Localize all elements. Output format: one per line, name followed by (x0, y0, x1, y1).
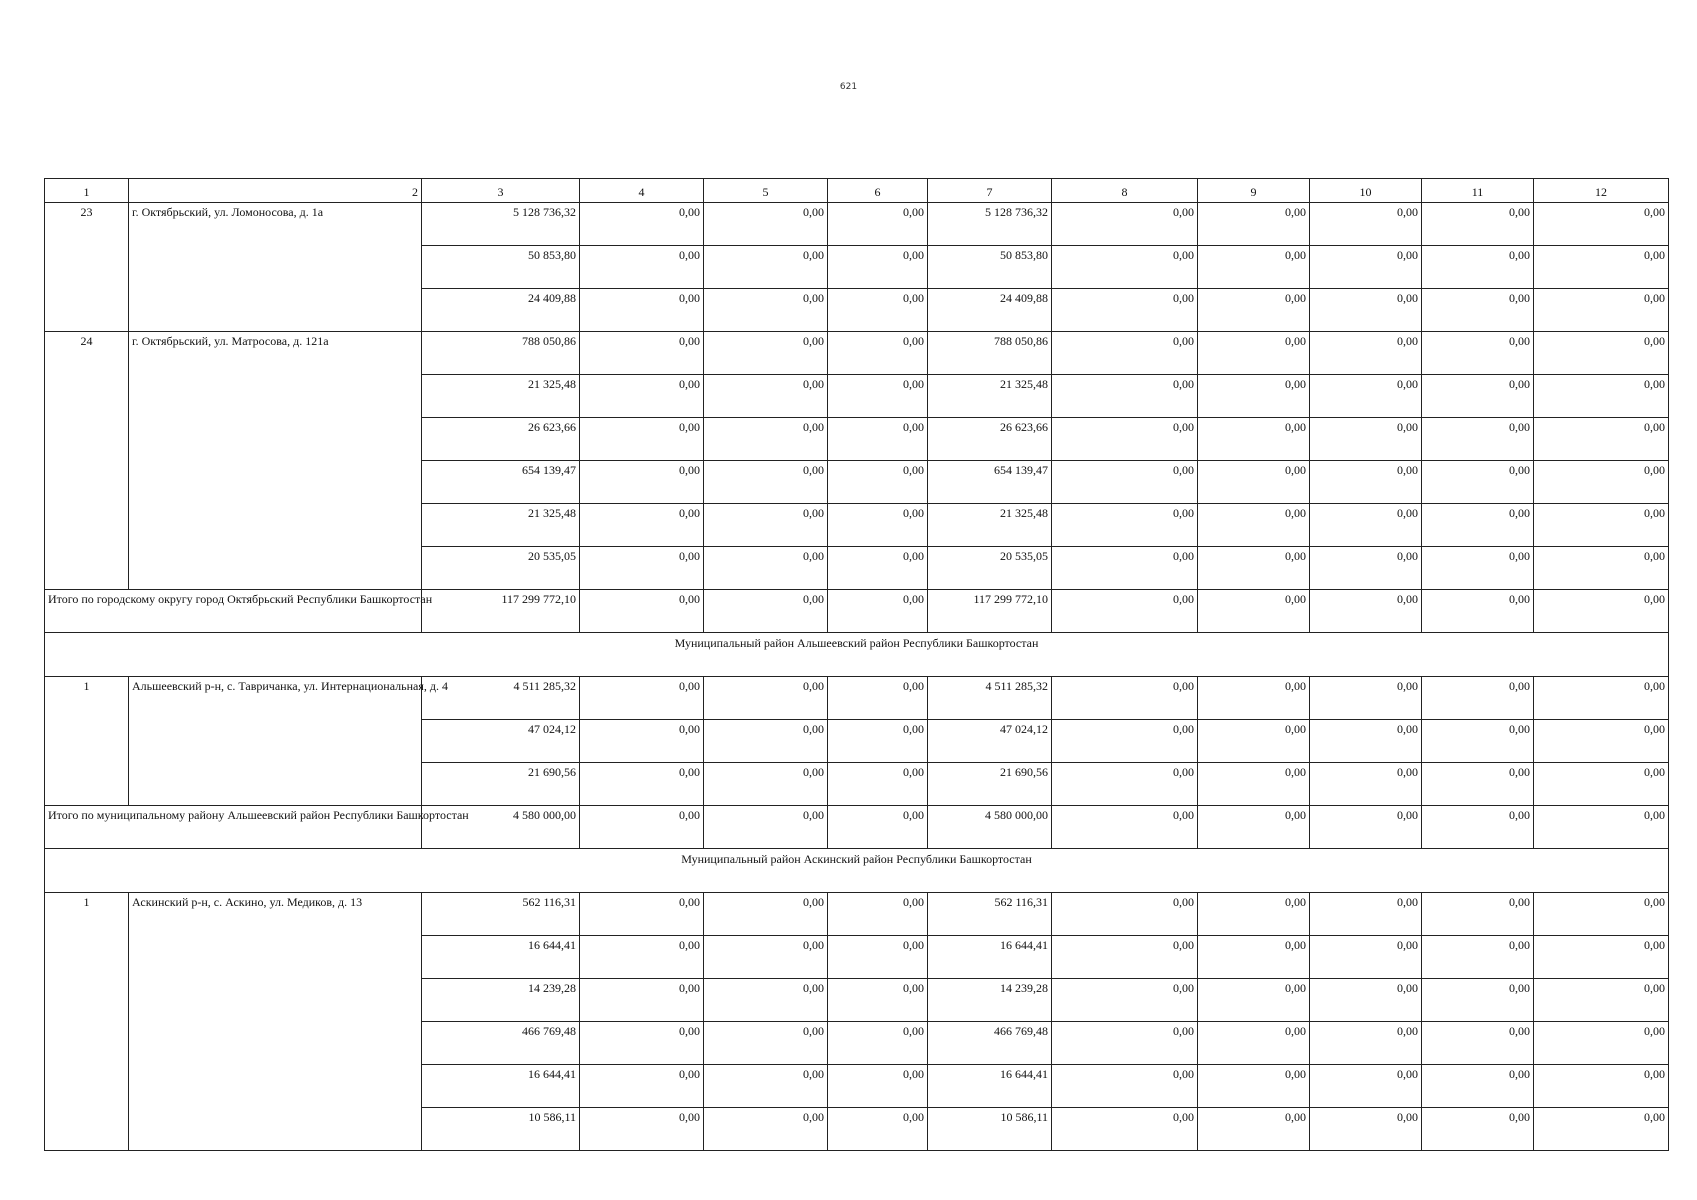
amount-cell: 14 239,28 (928, 979, 1052, 1022)
amount-cell: 0,00 (1198, 289, 1310, 332)
total-row (45, 590, 1669, 633)
column-header: 10 (1310, 179, 1422, 203)
amount-cell: 0,00 (1198, 332, 1310, 375)
amount-cell: 0,00 (580, 504, 704, 547)
amount-cell: 654 139,47 (422, 461, 580, 504)
amount-cell: 0,00 (828, 203, 928, 246)
amount-cell: 0,00 (1422, 375, 1534, 418)
amount-cell: 0,00 (1052, 893, 1198, 936)
table-row (45, 893, 1669, 936)
amount-cell: 0,00 (1198, 979, 1310, 1022)
amount-cell: 0,00 (1534, 720, 1669, 763)
amount-cell: 0,00 (828, 720, 928, 763)
amount-cell: 0,00 (580, 289, 704, 332)
amount-cell: 0,00 (580, 203, 704, 246)
column-header: 5 (704, 179, 828, 203)
amount-cell: 0,00 (1310, 504, 1422, 547)
amount-cell: 0,00 (1422, 936, 1534, 979)
amount-cell: 0,00 (828, 1065, 928, 1108)
amount-cell: 16 644,41 (422, 1065, 580, 1108)
total-amount-cell: 0,00 (1198, 806, 1310, 849)
amount-cell: 0,00 (1198, 936, 1310, 979)
column-header: 4 (580, 179, 704, 203)
column-header: 11 (1422, 179, 1534, 203)
amount-cell: 0,00 (1198, 203, 1310, 246)
section-title: Муниципальный район Альшеевский район Республики Башкортостан (45, 633, 1669, 677)
column-header: 9 (1198, 179, 1310, 203)
amount-cell: 0,00 (1422, 1065, 1534, 1108)
column-header: 2 (129, 179, 422, 203)
object-address: Альшеевский р-н, с. Тавричанка, ул. Интернациональная, д. 4 (129, 677, 422, 806)
amount-cell: 0,00 (1422, 461, 1534, 504)
column-header: 6 (828, 179, 928, 203)
amount-cell: 0,00 (828, 246, 928, 289)
column-header: 7 (928, 179, 1052, 203)
amount-cell: 14 239,28 (422, 979, 580, 1022)
amount-cell: 16 644,41 (422, 936, 580, 979)
amount-cell: 0,00 (1310, 547, 1422, 590)
amount-cell: 0,00 (828, 504, 928, 547)
amount-cell: 0,00 (704, 720, 828, 763)
amount-cell: 0,00 (1198, 547, 1310, 590)
amount-cell: 0,00 (580, 332, 704, 375)
amount-cell: 0,00 (1534, 504, 1669, 547)
amount-cell: 654 139,47 (928, 461, 1052, 504)
total-amount-cell: 0,00 (1310, 806, 1422, 849)
amount-cell: 0,00 (1198, 246, 1310, 289)
amount-cell: 5 128 736,32 (928, 203, 1052, 246)
amount-cell: 0,00 (704, 677, 828, 720)
total-label: Итого по муниципальному району Альшеевский район Республики Башкортостан (45, 806, 422, 849)
amount-cell: 0,00 (1310, 893, 1422, 936)
amount-cell: 0,00 (1534, 246, 1669, 289)
amount-cell: 0,00 (1310, 332, 1422, 375)
amount-cell: 0,00 (1198, 893, 1310, 936)
amount-cell: 0,00 (1310, 979, 1422, 1022)
amount-cell: 0,00 (1052, 720, 1198, 763)
amount-cell: 0,00 (1052, 332, 1198, 375)
amount-cell: 0,00 (580, 763, 704, 806)
amount-cell: 0,00 (1052, 461, 1198, 504)
column-header: 12 (1534, 179, 1669, 203)
amount-cell: 4 511 285,32 (422, 677, 580, 720)
amount-cell: 0,00 (1052, 1022, 1198, 1065)
amount-cell: 0,00 (704, 547, 828, 590)
total-amount-cell: 0,00 (828, 806, 928, 849)
amount-cell: 0,00 (1198, 763, 1310, 806)
total-amount-cell: 0,00 (704, 590, 828, 633)
total-amount-cell: 0,00 (1052, 806, 1198, 849)
amount-cell: 21 325,48 (422, 504, 580, 547)
amount-cell: 0,00 (1534, 203, 1669, 246)
amount-cell: 0,00 (580, 1108, 704, 1151)
amount-cell: 0,00 (1534, 936, 1669, 979)
total-amount-cell: 0,00 (580, 590, 704, 633)
amount-cell: 21 325,48 (422, 375, 580, 418)
amount-cell: 0,00 (1534, 1108, 1669, 1151)
amount-cell: 0,00 (704, 418, 828, 461)
amount-cell: 0,00 (1422, 720, 1534, 763)
amount-cell: 0,00 (828, 677, 928, 720)
amount-cell: 0,00 (1310, 1022, 1422, 1065)
object-index: 23 (45, 203, 129, 332)
total-amount-cell: 0,00 (1310, 590, 1422, 633)
amount-cell: 0,00 (1422, 203, 1534, 246)
amount-cell: 0,00 (704, 1108, 828, 1151)
object-index: 1 (45, 677, 129, 806)
total-amount-cell: 0,00 (1534, 806, 1669, 849)
amount-cell: 0,00 (828, 289, 928, 332)
amount-cell: 0,00 (1422, 1022, 1534, 1065)
total-amount-cell: 0,00 (580, 806, 704, 849)
amount-cell: 0,00 (704, 936, 828, 979)
amount-cell: 0,00 (1534, 1022, 1669, 1065)
amount-cell: 0,00 (1052, 547, 1198, 590)
amount-cell: 0,00 (580, 1065, 704, 1108)
amount-cell: 0,00 (1534, 418, 1669, 461)
amount-cell: 0,00 (580, 979, 704, 1022)
total-amount-cell: 0,00 (1422, 590, 1534, 633)
amount-cell: 0,00 (580, 1022, 704, 1065)
table-row (45, 677, 1669, 720)
amount-cell: 0,00 (704, 504, 828, 547)
amount-cell: 466 769,48 (422, 1022, 580, 1065)
total-amount-cell: 0,00 (1198, 590, 1310, 633)
amount-cell: 0,00 (1310, 461, 1422, 504)
amount-cell: 0,00 (1052, 763, 1198, 806)
amount-cell: 0,00 (1198, 418, 1310, 461)
amount-cell: 0,00 (704, 246, 828, 289)
header-row (45, 179, 1669, 203)
amount-cell: 0,00 (704, 375, 828, 418)
amount-cell: 21 690,56 (928, 763, 1052, 806)
object-address: Аскинский р-н, с. Аскино, ул. Медиков, д. 13 (129, 893, 422, 1151)
section-row (45, 633, 1669, 677)
amount-cell: 47 024,12 (928, 720, 1052, 763)
amount-cell: 0,00 (1052, 1108, 1198, 1151)
column-header: 3 (422, 179, 580, 203)
amount-cell: 0,00 (1310, 375, 1422, 418)
amount-cell: 0,00 (1534, 677, 1669, 720)
column-header: 1 (45, 179, 129, 203)
section-title: Муниципальный район Аскинский район Республики Башкортостан (45, 849, 1669, 893)
amount-cell: 562 116,31 (928, 893, 1052, 936)
amount-cell: 0,00 (1534, 979, 1669, 1022)
amount-cell: 0,00 (828, 1108, 928, 1151)
amount-cell: 0,00 (1052, 289, 1198, 332)
total-amount-cell: 4 580 000,00 (422, 806, 580, 849)
amount-cell: 24 409,88 (928, 289, 1052, 332)
amount-cell: 0,00 (1534, 289, 1669, 332)
amount-cell: 466 769,48 (928, 1022, 1052, 1065)
amount-cell: 0,00 (1310, 246, 1422, 289)
table-row (45, 332, 1669, 375)
amount-cell: 24 409,88 (422, 289, 580, 332)
amount-cell: 0,00 (580, 893, 704, 936)
amount-cell: 0,00 (828, 418, 928, 461)
amount-cell: 562 116,31 (422, 893, 580, 936)
section-row (45, 849, 1669, 893)
amount-cell: 788 050,86 (928, 332, 1052, 375)
amount-cell: 0,00 (580, 461, 704, 504)
amount-cell: 0,00 (1422, 289, 1534, 332)
amount-cell: 16 644,41 (928, 936, 1052, 979)
amount-cell: 21 325,48 (928, 375, 1052, 418)
amount-cell: 0,00 (1422, 979, 1534, 1022)
amount-cell: 20 535,05 (928, 547, 1052, 590)
amount-cell: 50 853,80 (422, 246, 580, 289)
amount-cell: 0,00 (580, 547, 704, 590)
amount-cell: 0,00 (1534, 375, 1669, 418)
total-amount-cell: 117 299 772,10 (422, 590, 580, 633)
amount-cell: 0,00 (1534, 1065, 1669, 1108)
total-row (45, 806, 1669, 849)
data-table (44, 178, 1669, 1151)
amount-cell: 0,00 (1422, 246, 1534, 289)
amount-cell: 0,00 (828, 1022, 928, 1065)
amount-cell: 0,00 (1310, 1065, 1422, 1108)
amount-cell: 788 050,86 (422, 332, 580, 375)
amount-cell: 0,00 (1534, 461, 1669, 504)
amount-cell: 0,00 (828, 893, 928, 936)
amount-cell: 0,00 (1422, 893, 1534, 936)
amount-cell: 0,00 (1534, 763, 1669, 806)
amount-cell: 0,00 (704, 332, 828, 375)
amount-cell: 0,00 (580, 246, 704, 289)
column-header: 8 (1052, 179, 1198, 203)
amount-cell: 0,00 (704, 203, 828, 246)
amount-cell: 0,00 (580, 418, 704, 461)
total-label: Итого по городскому округу город Октябрьский Республики Башкортостан (45, 590, 422, 633)
amount-cell: 0,00 (1052, 1065, 1198, 1108)
amount-cell: 0,00 (1052, 979, 1198, 1022)
amount-cell: 0,00 (1052, 375, 1198, 418)
amount-cell: 0,00 (1310, 1108, 1422, 1151)
amount-cell: 0,00 (1310, 936, 1422, 979)
total-amount-cell: 0,00 (1534, 590, 1669, 633)
amount-cell: 16 644,41 (928, 1065, 1052, 1108)
amount-cell: 0,00 (1198, 1108, 1310, 1151)
amount-cell: 0,00 (704, 1022, 828, 1065)
amount-cell: 0,00 (828, 375, 928, 418)
amount-cell: 0,00 (1422, 504, 1534, 547)
amount-cell: 10 586,11 (422, 1108, 580, 1151)
amount-cell: 0,00 (1052, 677, 1198, 720)
amount-cell: 21 690,56 (422, 763, 580, 806)
amount-cell: 0,00 (1198, 504, 1310, 547)
amount-cell: 0,00 (828, 936, 928, 979)
amount-cell: 0,00 (1198, 1022, 1310, 1065)
amount-cell: 0,00 (1052, 203, 1198, 246)
amount-cell: 47 024,12 (422, 720, 580, 763)
amount-cell: 0,00 (1198, 677, 1310, 720)
amount-cell: 0,00 (704, 979, 828, 1022)
amount-cell: 21 325,48 (928, 504, 1052, 547)
object-address: г. Октябрьский, ул. Матросова, д. 121а (129, 332, 422, 590)
amount-cell: 0,00 (1052, 246, 1198, 289)
amount-cell: 0,00 (704, 763, 828, 806)
amount-cell: 0,00 (1052, 504, 1198, 547)
amount-cell: 0,00 (1052, 418, 1198, 461)
total-amount-cell: 0,00 (828, 590, 928, 633)
total-amount-cell: 4 580 000,00 (928, 806, 1052, 849)
amount-cell: 0,00 (1422, 1108, 1534, 1151)
amount-cell: 0,00 (1052, 936, 1198, 979)
table-body (45, 179, 1669, 1151)
amount-cell: 0,00 (580, 677, 704, 720)
amount-cell: 0,00 (1422, 547, 1534, 590)
total-amount-cell: 0,00 (1052, 590, 1198, 633)
object-index: 1 (45, 893, 129, 1151)
amount-cell: 50 853,80 (928, 246, 1052, 289)
amount-cell: 0,00 (1534, 332, 1669, 375)
amount-cell: 0,00 (704, 893, 828, 936)
amount-cell: 0,00 (580, 375, 704, 418)
amount-cell: 0,00 (704, 1065, 828, 1108)
object-address: г. Октябрьский, ул. Ломоносова, д. 1а (129, 203, 422, 332)
amount-cell: 0,00 (1198, 1065, 1310, 1108)
table-row (45, 203, 1669, 246)
amount-cell: 4 511 285,32 (928, 677, 1052, 720)
amount-cell: 0,00 (704, 461, 828, 504)
page-number: 621 (839, 82, 858, 92)
amount-cell: 0,00 (1310, 763, 1422, 806)
amount-cell: 0,00 (828, 979, 928, 1022)
amount-cell: 10 586,11 (928, 1108, 1052, 1151)
amount-cell: 0,00 (1422, 418, 1534, 461)
total-amount-cell: 0,00 (704, 806, 828, 849)
amount-cell: 0,00 (1310, 720, 1422, 763)
amount-cell: 0,00 (580, 720, 704, 763)
amount-cell: 0,00 (1198, 461, 1310, 504)
amount-cell: 0,00 (828, 461, 928, 504)
amount-cell: 0,00 (1310, 203, 1422, 246)
amount-cell: 0,00 (1198, 375, 1310, 418)
amount-cell: 0,00 (828, 547, 928, 590)
amount-cell: 20 535,05 (422, 547, 580, 590)
amount-cell: 26 623,66 (422, 418, 580, 461)
amount-cell: 0,00 (828, 332, 928, 375)
amount-cell: 0,00 (1198, 720, 1310, 763)
amount-cell: 5 128 736,32 (422, 203, 580, 246)
amount-cell: 0,00 (1310, 677, 1422, 720)
amount-cell: 0,00 (1310, 418, 1422, 461)
total-amount-cell: 117 299 772,10 (928, 590, 1052, 633)
amount-cell: 26 623,66 (928, 418, 1052, 461)
amount-cell: 0,00 (580, 936, 704, 979)
amount-cell: 0,00 (1422, 763, 1534, 806)
total-amount-cell: 0,00 (1422, 806, 1534, 849)
object-index: 24 (45, 332, 129, 590)
amount-cell: 0,00 (1422, 332, 1534, 375)
amount-cell: 0,00 (1534, 893, 1669, 936)
amount-cell: 0,00 (1534, 547, 1669, 590)
amount-cell: 0,00 (828, 763, 928, 806)
amount-cell: 0,00 (1422, 677, 1534, 720)
amount-cell: 0,00 (1310, 289, 1422, 332)
amount-cell: 0,00 (704, 289, 828, 332)
